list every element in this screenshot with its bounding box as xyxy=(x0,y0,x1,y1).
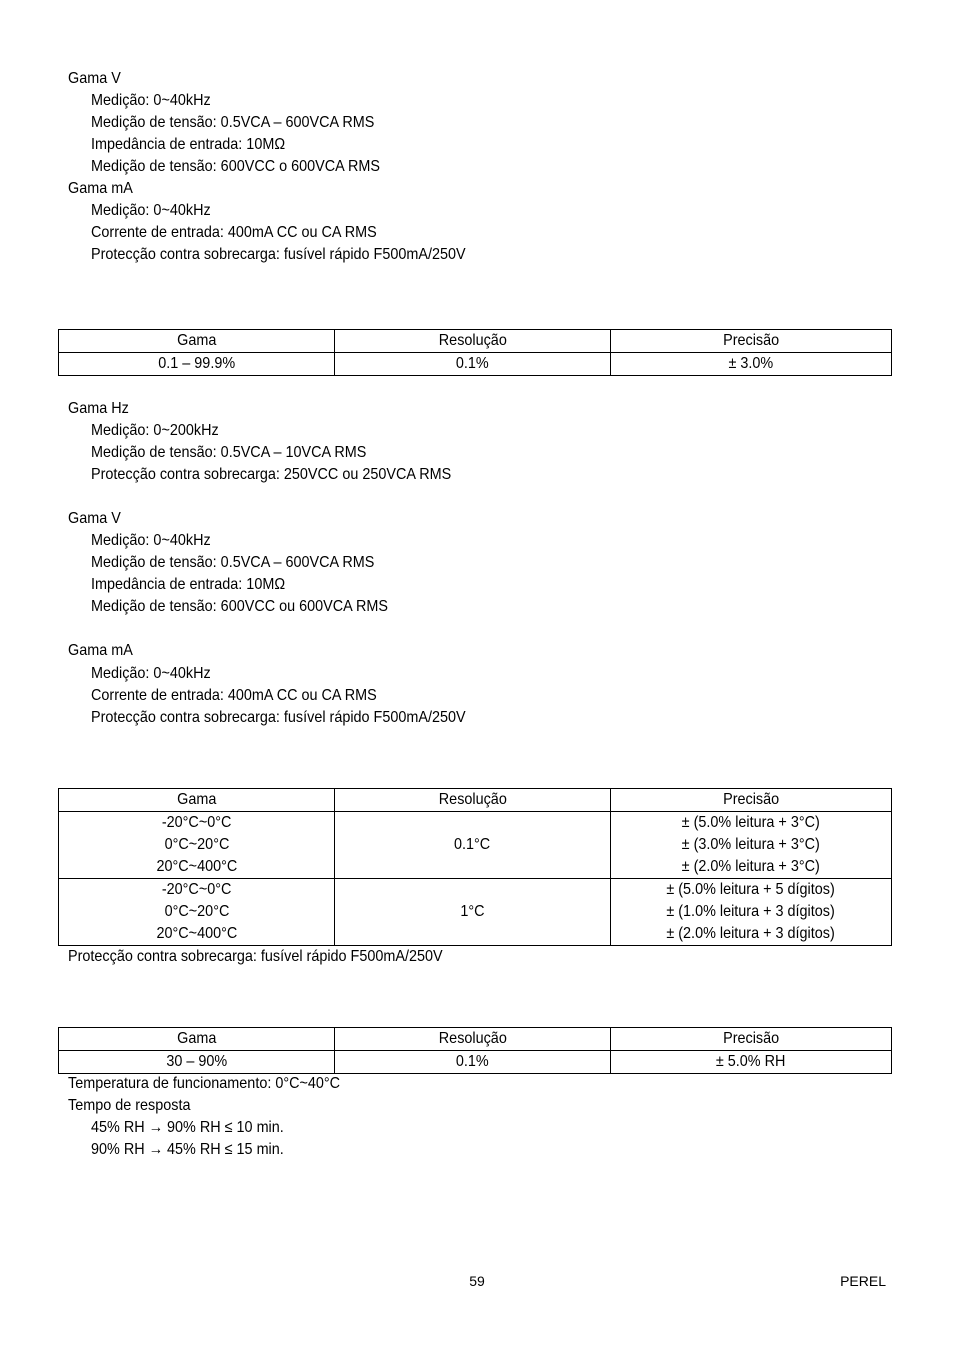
spec-line: Protecção contra sobrecarga: fusível rápido F500mA/250V xyxy=(91,709,466,726)
table-header-row xyxy=(59,330,892,353)
table-header-row xyxy=(59,1028,892,1051)
operating-temperature: Temperatura de funcionamento: 0°C~40°C xyxy=(68,1075,341,1092)
header-cell: Precisão xyxy=(611,1028,892,1051)
table-cell: 0.1% xyxy=(335,1051,611,1074)
table-header-row xyxy=(59,789,892,812)
table-row xyxy=(59,1051,892,1074)
spec-line: Impedância de entrada: 10MΩ xyxy=(91,136,286,153)
range-cell: -20°C~0°C 0°C~20°C 20°C~400°C xyxy=(59,812,335,879)
spec-line: Impedância de entrada: 10MΩ xyxy=(91,576,286,593)
header-cell: Precisão xyxy=(611,789,892,812)
header-cell: Resolução xyxy=(335,1028,611,1051)
spec-line: Corrente de entrada: 400mA CC ou CA RMS xyxy=(91,687,377,704)
page-number: 59 xyxy=(469,1273,485,1289)
spec-line: Medição de tensão: 0.5VCA – 600VCA RMS xyxy=(91,114,375,131)
header-cell: Gama xyxy=(59,330,335,353)
spec-line: Protecção contra sobrecarga: 250VCC ou 250VCA RMS xyxy=(91,466,452,483)
overload-note: Protecção contra sobrecarga: fusível rápido F500mA/250V xyxy=(68,948,443,965)
table-cell: 30 – 90% xyxy=(59,1051,335,1074)
header-cell: Gama xyxy=(59,1028,335,1051)
spec-line: 45% RH → 90% RH ≤ 10 min. xyxy=(91,1119,284,1136)
range-cell: -20°C~0°C 0°C~20°C 20°C~400°C xyxy=(59,879,335,946)
gama-v-heading: Gama V xyxy=(68,70,121,87)
table-row xyxy=(59,879,892,946)
spec-line: Medição de tensão: 600VCC o 600VCA RMS xyxy=(91,158,380,175)
header-cell: Resolução xyxy=(335,789,611,812)
spec-line: Medição: 0~40kHz xyxy=(91,532,211,549)
table-row xyxy=(59,812,892,879)
spec-line: Medição: 0~40kHz xyxy=(91,202,211,219)
response-time-heading: Tempo de resposta xyxy=(68,1097,191,1114)
spec-line: Medição de tensão: 0.5VCA – 600VCA RMS xyxy=(91,554,375,571)
spec-line: 90% RH → 45% RH ≤ 15 min. xyxy=(91,1141,284,1158)
gama-ma-heading: Gama mA xyxy=(68,642,133,659)
spec-table-3 xyxy=(58,1027,892,1074)
brand-label: PEREL xyxy=(840,1273,886,1289)
table-cell: 0.1% xyxy=(335,353,611,376)
spec-line: Medição: 0~40kHz xyxy=(91,665,211,682)
precision-cell: ± (5.0% leitura + 3°C) ± (3.0% leitura + 3°C) ± (2.0% leitura + 3°C) xyxy=(611,812,892,879)
spec-line: Medição de tensão: 600VCC ou 600VCA RMS xyxy=(91,598,388,615)
table-cell: 0.1 – 99.9% xyxy=(59,353,335,376)
spec-line: Medição: 0~200kHz xyxy=(91,422,219,439)
spec-line: Medição de tensão: 0.5VCA – 10VCA RMS xyxy=(91,444,367,461)
gama-ma-heading: Gama mA xyxy=(68,180,133,197)
header-cell: Gama xyxy=(59,789,335,812)
header-cell: Precisão xyxy=(611,330,892,353)
precision-cell: ± (5.0% leitura + 5 dígitos) ± (1.0% leitura + 3 dígitos) ± (2.0% leitura + 3 dígitos) xyxy=(611,879,892,946)
header-cell: Resolução xyxy=(335,330,611,353)
spec-line: Medição: 0~40kHz xyxy=(91,92,211,109)
resolution-cell: 1°C xyxy=(335,879,611,946)
gama-hz-heading: Gama Hz xyxy=(68,400,129,417)
table-cell: ± 5.0% RH xyxy=(611,1051,892,1074)
spec-line: Protecção contra sobrecarga: fusível rápido F500mA/250V xyxy=(91,246,466,263)
gama-v-heading: Gama V xyxy=(68,510,121,527)
spec-table-1 xyxy=(58,329,892,376)
spec-table-2 xyxy=(58,788,892,946)
spec-line: Corrente de entrada: 400mA CC ou CA RMS xyxy=(91,224,377,241)
table-row xyxy=(59,353,892,376)
resolution-cell: 0.1°C xyxy=(335,812,611,879)
table-cell: ± 3.0% xyxy=(611,353,892,376)
